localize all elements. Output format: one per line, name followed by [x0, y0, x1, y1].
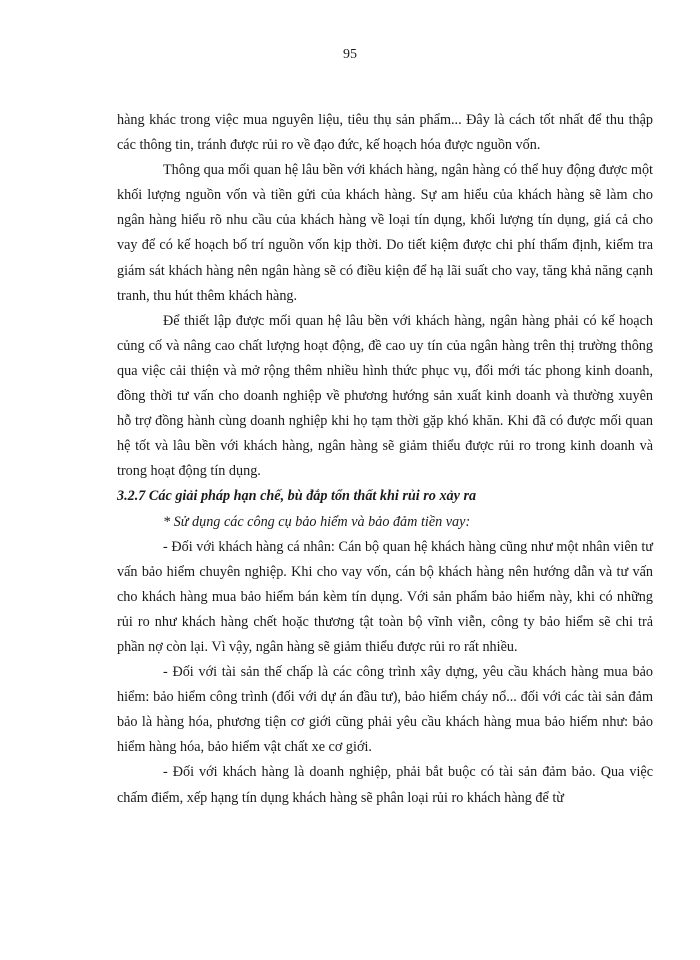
- paragraph-customer-relationship: Thông qua mối quan hệ lâu bền với khách hàng, ngân hàng có thể huy động được một khối lượng nguồn vốn và tiền gửi của khách hàng. Sự am hiểu của khách hàng sẽ làm cho ngân hàng hiểu rõ nhu cầu của khách hàng về loại tín dụng, khối lượng tín dụng, giá cả cho vay để có kế hoạch bố trí nguồn vốn kịp thời. Do tiết kiệm được chi phí thẩm định, kiểm tra giám sát khách hàng nên ngân hàng sẽ có điều kiện để hạ lãi suất cho vay, tăng khả năng cạnh tranh, thu hút thêm khách hàng.: [117, 162, 653, 304]
- bullet-enterprise-customers: - Đối với khách hàng là doanh nghiệp, phải bắt buộc có tài sản đảm bảo. Qua việc chấm điểm, xếp hạng tín dụng khách hàng sẽ phân loại rủi ro khách hàng để từ: [117, 764, 653, 806]
- paragraph-continuation: hàng khác trong việc mua nguyên liệu, tiêu thụ sản phẩm... Đây là cách tốt nhất để thu thập các thông tin, tránh được rủi ro về đạo đức, kế hoạch hóa được nguồn vốn.: [117, 112, 653, 154]
- section-heading: 3.2.7 Các giải pháp hạn chế, bù đắp tổn thất khi rủi ro xảy ra: [117, 488, 477, 505]
- bullet-individual-customers: - Đối với khách hàng cá nhân: Cán bộ quan hệ khách hàng cũng như một nhân viên tư vấn bảo hiểm chuyên nghiệp. Khi cho vay vốn, cán bộ khách hàng nên hướng dẫn và tư vấn cho khách hàng mua bảo hiểm bán kèm tín dụng. Với sản phẩm bảo hiểm này, khi có những rủi ro như khách hàng chết hoặc thương tật toàn bộ vĩnh viễn, công ty bảo hiểm sẽ chi trả phần nợ còn lại. Vì vậy, ngân hàng sẽ giảm thiểu được rủi ro rất nhiều.: [117, 538, 653, 655]
- body-text: [117, 108, 653, 811]
- page-number: 95: [343, 47, 357, 62]
- paragraph-establish-relationship: Để thiết lập được mối quan hệ lâu bền với khách hàng, ngân hàng phải có kế hoạch củng cố và nâng cao chất lượng hoạt động, đề cao uy tín của ngân hàng trên thị trường thông qua việc cải thiện và mở rộng thêm nhiều hình thức phục vụ, đổi mới tác phong kinh doanh, đồng thời tư vấn cho doanh nghiệp về phương hướng sản xuất kinh doanh và thường xuyên hỗ trợ đồng hành cùng doanh nghiệp khi họ tạm thời gặp khó khăn. Khi đã có được mối quan hệ tốt và lâu bền với khách hàng, ngân hàng sẽ giảm thiểu được rủi ro trong kinh doanh và trong hoạt động tín dụng.: [117, 312, 653, 480]
- subsection-heading: * Sử dụng các công cụ bảo hiểm và bảo đảm tiền vay:: [163, 513, 471, 530]
- bullet-collateral-insurance: - Đối với tài sản thế chấp là các công trình xây dựng, yêu cầu khách hàng mua bảo hiểm: bảo hiểm công trình (đối với dự án đầu tư), bảo hiểm cháy nổ... đối với các tài sản đảm bảo là hàng hóa, phương tiện cơ giới cũng phải yêu cầu khách hàng mua bảo hiểm như: bảo hiểm hàng hóa, bảo hiểm vật chất xe cơ giới.: [117, 664, 653, 756]
